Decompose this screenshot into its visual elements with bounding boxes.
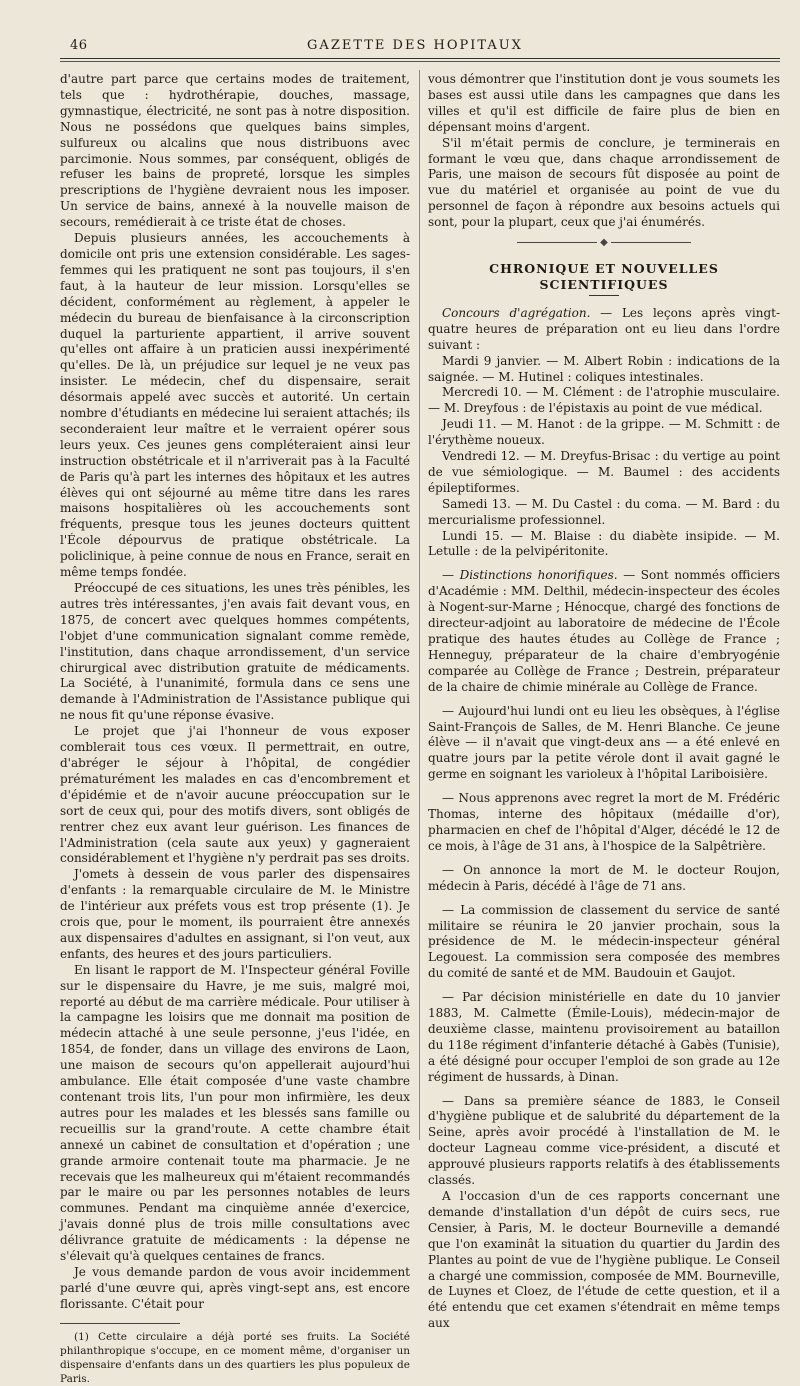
paragraph: Préoccupé de ces situations, les unes très pénibles, les autres très intéressantes, j'en avais fait devant vous, en 1875, de concert avec quelques hommes compétents, l'objet d'une communication signalant comme remède, l'institution, dans chaque arrondissement, d'un service chirurgical avec distribution gratuite de médicaments. La Société, à l'unanimité, formula dans ce sens une demande à l'Administration de l'Assistance publique qui ne nous fit qu'une réponse évasive. [60, 581, 410, 723]
footnote: (1) Cette circulaire a déjà porté ses fruits. La Société philanthropique s'occupe, en ce moment même, d'organiser un dispensaire d'enfants dans un des quartiers les plus populeux de Paris. [60, 1330, 410, 1385]
news-item: — Dans sa première séance de 1883, le Conseil d'hygiène publique et de salubrité du département de la Seine, après avoir procédé à l'installation de M. le docteur Lagneau comme vice-président, a discuté et approuvé plusieurs rapports relatifs à des établissements classés. [428, 1093, 780, 1188]
news-item: — Par décision ministérielle en date du 10 janvier 1883, M. Calmette (Émile-Louis), médecin-major de deuxième classe, maintenu provisoirement au bataillon du 118e régiment d'infanterie détaché à Gabès (Tunisie), a été désigné pour occuper l'emploi de son grade au 12e régiment de hussards, à Dinan. [428, 990, 780, 1084]
header-rule [60, 58, 780, 59]
distinctions-label: Distinctions honorifiques. [459, 568, 618, 583]
news-item: — Nous apprenons avec regret la mort de M. Frédéric Thomas, interne des hôpitaux (médaille d'or), pharmacien en chef de l'hôpital d'Alger, décédé le 12 de ce mois, à l'âge de 31 ans, à l'hospice de la Salpêtrière. [428, 791, 780, 853]
concours-intro [428, 306, 780, 354]
left-column [60, 72, 410, 1385]
concours-entry: Mercredi 10. — M. Clément : de l'atrophie musculaire. — M. Dreyfous : de l'épistaxis au point de vue médical. [428, 385, 780, 416]
concours-text: — Les leçons après vingt-quatre heures de préparation ont eu lieu dans l'ordre suivant : [428, 305, 781, 352]
column-divider [419, 70, 420, 1140]
concours-entry: Jeudi 11. — M. Hanot : de la grippe. — M. Schmitt : de l'érythème noueux. [428, 417, 780, 448]
concours-entry: Lundi 15. — M. Blaise : du diabète insipide. — M. Letulle : de la pelvipéritonite. [428, 528, 780, 559]
paragraph: S'il m'était permis de conclure, je terminerais en formant le vœu que, dans chaque arrondissement de Paris, une maison de secours fût disposée au point de vue du matériel et organisée au point de vue du personnel de façon à répondre aux besoins actuels qui sont, pour la plupart, ceux que j'ai énumérés. [428, 135, 780, 230]
paragraph: d'autre part parce que certains modes de traitement, tels que : hydrothérapie, douches, massage, gymnastique, électricité, ne sont pas à notre disposition. Nous ne possédons que quelques bains simples, sulfureux ou alcalins que nous distribuons avec parcimonie. Nous sommes, par conséquent, obligés de refuser les bains de propreté, lorsque les simples prescriptions de l'hygiène devraient nous les imposer. Un service de bains, annexé à la nouvelle maison de secours, remédierait à ce triste état de choses. [60, 72, 410, 230]
concours-label: Concours d'agrégation. [442, 305, 591, 320]
journal-title: GAZETTE DES HOPITAUX [307, 38, 523, 53]
section-rule [589, 295, 619, 296]
distinctions-text: — Sont nommés officiers d'Académie : MM. Delthil, médecin-inspecteur des écoles à Nogent-sur-Marne ; Hénocque, chargé des fonctions de directeur-adjoint au laboratoire de médecine de l'École pratique des hautes études au Collège de France ; Henneguy, préparateur de la chaire d'embryogénie comparée au Collège de France ; Destrein, préparateur de la chaire de chimie minérale au Collège de France. [428, 568, 781, 694]
page-number: 46 [70, 38, 88, 53]
concours-entry: Vendredi 12. — M. Dreyfus-Brisac : du vertige au point de vue sémiologique. — M. Baumel : des accidents épileptiformes. [428, 449, 780, 495]
paragraph: vous démontrer que l'institution dont je vous soumets les bases est aussi utile dans les campagnes que dans les villes et qu'il est difficile de faire plus de bien en dépensant moins d'argent. [428, 72, 780, 134]
paragraph: J'omets à dessein de vous parler des dispensaires d'enfants : la remarquable circulaire de M. le Ministre de l'intérieur aux préfets vous est trop présente (1). Je crois que, pour le moment, ils pourraient être annexés aux dispensaires d'adultes en assignant, si l'on veut, aux enfants, des heures et des jours particuliers. [60, 867, 410, 961]
section-title: CHRONIQUE ET NOUVELLES SCIENTIFIQUES [489, 261, 719, 292]
paragraph: Je vous demande pardon de vous avoir incidemment parlé d'une œuvre qui, après vingt-sept ans, est encore florissante. C'était pour [60, 1264, 410, 1311]
paragraph: Depuis plusieurs années, les accouchements à domicile ont pris une extension considérable. Les sages-femmes qui les pratiquent ne sont pas toujours, il s'en faut, à la hauteur de leur mission. Lorsqu'elles se décident, conformément au règlement, à appeler le médecin du bureau de bienfaisance à la circonscription duquel la parturiente appartient, il arrive souvent qu'elles ont affaire à un praticien aussi inexpérimenté qu'elles. De là, un préjudice sur lequel je ne veux pas insister. Le médecin, chef du dispensaire, serait désormais appelé avec succès et autorité. Un certain nombre d'étudiants en médecine lui seraient attachés; ils seconderaient leur maître et le verraient opérer sous leurs yeux. Ces jeunes gens compléteraient ainsi leur instruction obstétricale et il n'arriverait pas à la Faculté de Paris qu'à part les internes des hôpitaux et les autres élèves qui ont séjourné au même titre dans les rares maisons hospitalières où les accouchements sont fréquents, presque tous les jeunes docteurs quittent l'École dépourvus de pratique obstétricale. La policlinique, à peine connue de nous en France, serait en même temps fondée. [60, 231, 410, 580]
news-item: — On annonce la mort de M. le docteur Roujon, médecin à Paris, décédé à l'âge de 71 ans. [428, 862, 780, 893]
news-item: — La commission de classement du service de santé militaire se réunira le 20 janvier prochain, sous la présidence de M. le médecin-inspecteur général Legouest. La commission sera composée des membres du comité de santé et de MM. Baudouin et Gaujot. [428, 902, 780, 981]
concours-entry: Samedi 13. — M. Du Castel : du coma. — M. Bard : du mercurialisme professionnel. [428, 496, 780, 527]
section-ornament: ◆ [428, 237, 780, 249]
distinctions-item: — Distinctions honorifiques. — Sont nommés officiers d'Académie : MM. Delthil, médecin-inspecteur des écoles à Nogent-sur-Marne ; Hénocque, chargé des fonctions de directeur-adjoint au laboratoire de médecine de l'École pratique des hautes études au Collège de France ; Henneguy, préparateur de la chaire d'embryogénie comparée au Collège de France ; Destrein, préparateur de la chaire de chimie minérale au Collège de France. [428, 568, 781, 694]
paragraph: Le projet que j'ai l'honneur de vous exposer comblerait tous ces vœux. Il permettrait, en outre, d'abréger le séjour à l'hôpital, de congédier prématurément les malades en cas d'encombrement et d'épidémie et de n'avoir aucune préoccupation sur le sort de ceux qui, pour des motifs divers, sont obligés de rentrer chez eux avant leur guérison. Les finances de l'Administration (cela saute aux yeux) y gagneraient considérablement et l'hygiène n'y perdrait pas ses droits. [60, 724, 410, 866]
paragraph: En lisant le rapport de M. l'Inspecteur général Foville sur le dispensaire du Havre, je me suis, malgré moi, reporté au début de ma carrière médicale. Pour utiliser à la campagne les loisirs que me donnait ma position de médecin attaché à une seule personne, j'eus l'idée, en 1854, de fonder, dans un village des environs de Laon, une maison de secours qu'on appellerait aujourd'hui ambulance. Elle était composée d'une vaste chambre contenant trois lits, l'un pour mon infirmière, les deux autres pour les malades et les blessés sans famille ou recueillis sur la grand'route. A cette chambre était annexé un cabinet de consultation et d'opération ; une grande armoire contenait toute ma pharmacie. Je ne recevais que les malheureux qui m'étaient recommandés par le maire ou par les personnes notables de leurs communes. Pendant ma cinquième année d'exercice, j'avais donné plus de trois mille consultations avec délivrance gratuite de médicaments : la dépense ne s'élevait qu'à quelques centaines de francs. [60, 962, 410, 1264]
concours-entry: Mardi 9 janvier. — M. Albert Robin : indications de la saignée. — M. Hutinel : coliques intestinales. [428, 353, 780, 384]
page-header [70, 38, 760, 60]
header-rule-thin [60, 61, 780, 62]
right-column [428, 72, 781, 1331]
footnote-rule [60, 1323, 180, 1324]
news-item: A l'occasion d'un de ces rapports concernant une demande d'installation d'un dépôt de cuirs secs, rue Censier, à Paris, M. le docteur Bourneville a demandé que l'on examinât la situation du quartier du Jardin des Plantes au point de vue de l'hygiène publique. Le Conseil a chargé une commission, composée de MM. Bourneville, de Luynes et Cloez, de l'étude de cette question, et il a été entendu que cet examen s'étendrait en même temps aux [428, 1189, 780, 1331]
news-item: — Aujourd'hui lundi ont eu lieu les obsèques, à l'église Saint-François de Salles, de M. Henri Blanche. Ce jeune élève — il n'avait que vingt-deux ans — a été enlevé en quatre jours par la petite vérole dont il avait gagné le germe en soignant les varioleux à l'hôpital Lariboisière. [428, 703, 780, 782]
